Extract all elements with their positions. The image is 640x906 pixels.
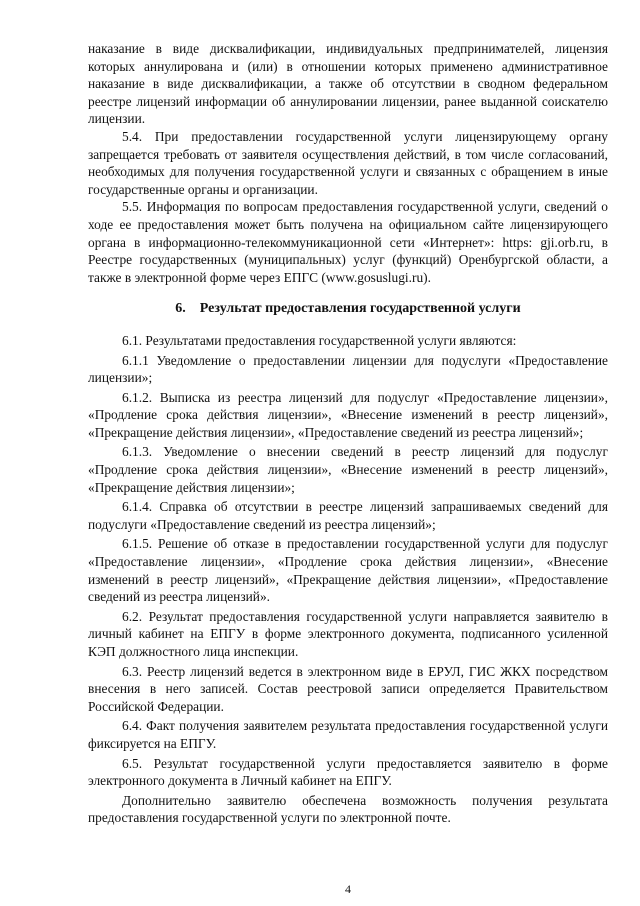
paragraph-additional: Дополнительно заявителю обеспечена возможность получения результата предоставления государственной услуги по электронной почте. [88,792,608,826]
paragraph-6-2: 6.2. Результат предоставления государственной услуги направляется заявителю в личный кабинет на ЕПГУ в форме электронного документа, подписанного усиленной КЭП должностного лица инспекции. [88,608,608,659]
paragraph-6-1: 6.1. Результатами предоставления государственной услуги являются: [122,332,517,348]
page-number: 4 [345,882,351,896]
section-title: Результат предоставления государственной услуги [199,301,521,317]
paragraph-6-3: 6.3. Реестр лицензий ведется в электронном виде в ЕРУЛ, ГИС ЖКХ посредством внесения в него записей. Состав реестровой записи определяется Правительством Российской Федерации. [88,663,608,714]
paragraph-6-1-3: 6.1.3. Уведомление о внесении сведений в реестр лицензий для подуслуг «Продление срока действия лицензии», «Внесение изменений в реестр лицензий», «Прекращение действия лицензии»; [88,444,608,495]
paragraph-6-1-1: 6.1.1 Уведомление о предоставлении лицензии для подуслуги «Предоставление лицензии»; [88,352,608,386]
paragraph-6-1-4: 6.1.4. Справка об отсутствии в реестре лицензий запрашиваемых сведений для подуслуги «Предоставление сведений из реестра лицензий»; [88,499,608,532]
paragraph-6-1-5: 6.1.5. Решение об отказе в предоставлении государственной услуги для подуслуг «Предоставление лицензии», «Продление срока действия лицензии», «Внесение изменений в реестр лицензий», «Прекращение действия лицензии», «Предоставление сведений из реестра лицензий». [88,536,608,605]
paragraph-continuation: наказание в виде дисквалификации, индивидуальных предпринимателей, лицензия которых аннулирована и (или) в отношении которых применено административное наказание в виде дисквалификации, а также об отсутствии в сводном федеральном реестре лицензий информации об аннулировании лицензии, ранее выданной соискателю лицензии. [88,41,608,127]
paragraph-6-4: 6.4. Факт получения заявителем результата предоставления государственной услуги фиксируется на ЕПГУ. [88,718,608,751]
section-number: 6. [175,301,186,317]
paragraph-5-4: 5.4. При предоставлении государственной услуги лицензирующему органу запрещается требовать от заявителя осуществления действий, в том числе согласований, необходимых для получения государственной услуги и связанных с обращением в иные государственные органы и организации. [88,128,608,197]
paragraph-5-5: 5.5. Информация по вопросам предоставления государственной услуги, сведений о ходе ее предоставления может быть получена на официальном сайте лицензирующего органа в информационно-телекоммуникационной сети «Интернет»: https: gji.orb.ru, в Реестре государственных (муниципальных) услуг (функций) Оренбургской области, а также в электронной форме через ЕПГС (www.gosuslugi.ru). [88,199,608,285]
paragraph-6-1-2: 6.1.2. Выписка из реестра лицензий для подуслуг «Предоставление лицензии», «Продление срока действия лицензии», «Внесение изменений в реестр лицензий», «Прекращение действия лицензии», «Предоставление сведений из реестра лицензий»; [88,389,608,440]
paragraph-6-5: 6.5. Результат государственной услуги предоставляется заявителю в форме электронного документа в Личный кабинет на ЕПГУ. [88,755,608,789]
section-heading [88,300,608,318]
